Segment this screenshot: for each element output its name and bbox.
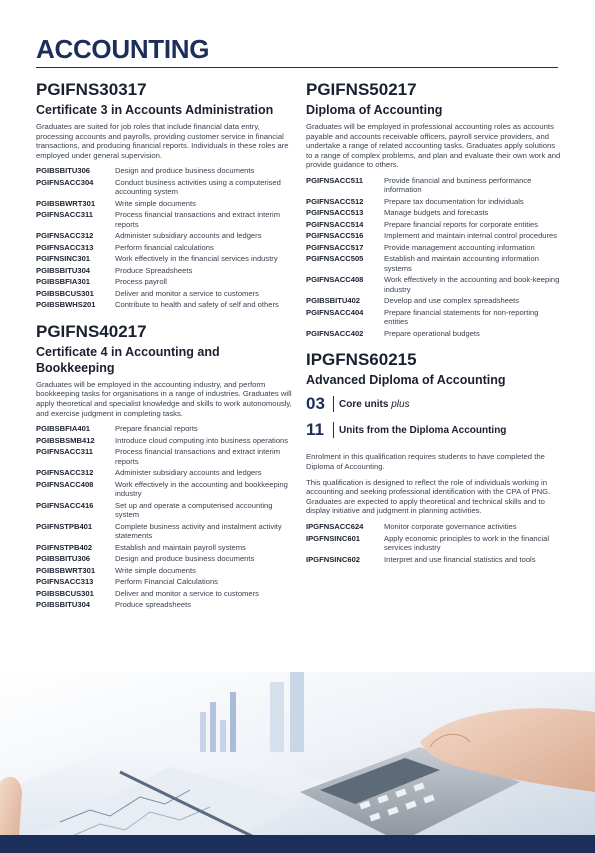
diploma-units-label: Units from the Diploma Accounting xyxy=(339,424,507,436)
unit-name: Perform financial calculations xyxy=(115,242,214,252)
unit-name: Establish and maintain payroll systems xyxy=(115,542,246,552)
unit-row xyxy=(306,208,562,220)
unit-code: PGIBSBCUS301 xyxy=(36,288,94,298)
unit-code: PGIFNSACC416 xyxy=(36,500,94,510)
units-table xyxy=(306,176,562,341)
page-title: ACCOUNTING xyxy=(36,34,210,64)
unit-name: Deliver and monitor a service to customers xyxy=(115,588,259,598)
course-code: PGIFNS40217 xyxy=(36,321,147,341)
unit-row xyxy=(306,534,562,555)
unit-name: Write simple documents xyxy=(115,565,196,575)
unit-name: Process financial transactions and extract interim reports xyxy=(115,447,281,466)
units-table xyxy=(36,424,294,612)
unit-code: PGIBSBFIA401 xyxy=(36,424,91,434)
unit-code: PGIFNSACC311 xyxy=(36,210,93,220)
unit-row xyxy=(306,220,562,232)
left-column xyxy=(36,80,294,612)
course-title: Certificate 4 in Accounting and Bookkeeping xyxy=(36,344,220,375)
unit-row xyxy=(36,231,294,243)
unit-code: PGIBSBWRT301 xyxy=(36,565,96,575)
unit-row xyxy=(36,199,294,211)
unit-row xyxy=(306,243,562,255)
unit-row xyxy=(306,296,562,308)
unit-code: PGIFNSACC511 xyxy=(306,175,363,185)
unit-row xyxy=(36,554,294,566)
unit-name: Process financial transactions and extract interim reports xyxy=(115,210,281,229)
unit-name: Prepare financial reports for corporate entities xyxy=(384,219,539,229)
unit-code: PGIFNSACC408 xyxy=(36,479,94,489)
unit-row xyxy=(306,308,562,329)
unit-code: PGIFNSACC313 xyxy=(36,242,94,252)
unit-code: PGIBSBITU402 xyxy=(306,296,361,306)
unit-name: Manage budgets and forecasts xyxy=(384,208,489,218)
unit-code: PGIBSBWRT301 xyxy=(36,198,96,208)
enrolment-requirement: Enrolment in this qualification requires students to have completed the Diploma of Accounting. xyxy=(306,452,545,472)
course-title: Certificate 3 in Accounts Administration xyxy=(36,103,274,117)
unit-row xyxy=(36,436,294,448)
unit-code: PGIBSBFIA301 xyxy=(36,277,91,287)
unit-name: Apply economic principles to work in the financial services industry xyxy=(384,533,550,553)
units-table xyxy=(306,522,562,566)
unit-code: PGIFNSACC404 xyxy=(306,307,364,317)
unit-code: PGIBSBSMB412 xyxy=(36,435,95,445)
unit-row xyxy=(306,231,562,243)
unit-code: PGIBSBWHS201 xyxy=(36,300,96,310)
unit-row xyxy=(36,166,294,178)
course-description: This qualification is designed to reflect the role of individuals working in accounting and seeking professional identification with the CPA of PNG. Graduates are expected to apply theoretical and technical skills and to display initiative and judgment in planning activities. xyxy=(306,477,551,516)
unit-row xyxy=(36,254,294,266)
core-units-label: Core units plus xyxy=(339,398,410,410)
unit-name: Perform Financial Calculations xyxy=(115,577,218,587)
course-code: IPGFNS60215 xyxy=(306,350,417,370)
unit-row xyxy=(306,555,562,567)
unit-code: PGIFNSACC516 xyxy=(306,231,364,241)
course-section-diploma xyxy=(306,80,562,340)
unit-row xyxy=(36,243,294,255)
unit-name: Complete business activity and instalment activity statements xyxy=(115,521,282,541)
unit-code: PGIFNSACC408 xyxy=(306,275,364,285)
unit-code: PGIFNSACC517 xyxy=(306,242,364,252)
unit-row xyxy=(36,522,294,543)
unit-row xyxy=(36,447,294,468)
divider xyxy=(333,396,334,412)
unit-row xyxy=(306,254,562,275)
diploma-units-count-row xyxy=(306,420,562,440)
unit-code: PGIBSBITU306 xyxy=(36,166,91,176)
unit-name: Process payroll xyxy=(115,277,167,287)
unit-name: Develop and use complex spreadsheets xyxy=(384,296,520,306)
unit-row xyxy=(36,468,294,480)
unit-name: Contribute to health and safety of self and others xyxy=(115,300,279,310)
unit-name: Produce Spreadsheets xyxy=(115,265,193,275)
unit-name: Prepare financial statements for non-reporting entities xyxy=(384,307,539,327)
unit-row xyxy=(306,197,562,209)
unit-row xyxy=(36,480,294,501)
unit-name: Provide financial and business performance information xyxy=(384,175,532,195)
divider xyxy=(333,422,334,438)
course-section-cert3 xyxy=(36,80,294,312)
unit-code: PGIFNSACC513 xyxy=(306,208,364,218)
unit-code: IPGFNSINC601 xyxy=(306,533,361,543)
unit-row xyxy=(36,543,294,555)
unit-row xyxy=(36,266,294,278)
course-section-advanced-diploma xyxy=(306,350,562,566)
unit-name: Implement and maintain internal control procedures xyxy=(384,231,558,241)
title-rule xyxy=(36,67,558,68)
unit-row xyxy=(306,176,562,197)
unit-code: PGIFNSACC313 xyxy=(36,577,94,587)
unit-code: PGIBSBITU306 xyxy=(36,554,91,564)
unit-row xyxy=(36,566,294,578)
page-number: 3 xyxy=(553,827,558,836)
unit-name: Work effectively in the accounting and book-keeping industry xyxy=(384,275,560,294)
unit-row xyxy=(306,275,562,296)
unit-row xyxy=(36,577,294,589)
unit-code: PGIFNSTPB401 xyxy=(36,521,93,531)
footer-bar xyxy=(0,835,595,853)
unit-code: PGIFNSACC312 xyxy=(36,468,94,478)
unit-code: IPGFNSACC624 xyxy=(306,522,364,532)
unit-name: Write simple documents xyxy=(115,198,196,208)
unit-name: Prepare operational budgets xyxy=(384,328,480,338)
unit-name: Set up and operate a computerised accounting system xyxy=(115,500,273,520)
unit-code: PGIFNSACC514 xyxy=(306,219,364,229)
unit-name: Prepare financial reports xyxy=(115,424,198,434)
course-description: Graduates will be employed in the accounting industry, and perform bookkeeping tasks for organisations in a range of industries. Graduates will apply theoretical and specialist knowledge and skills to work autonomously, and exercise judgment in completing tasks. xyxy=(36,379,292,418)
diploma-units-count: 11 xyxy=(306,420,324,440)
course-title: Diploma of Accounting xyxy=(306,103,443,117)
unit-name: Provide management accounting information xyxy=(384,242,535,252)
unit-name: Prepare tax documentation for individuals xyxy=(384,196,524,206)
course-code: PGIFNS30317 xyxy=(36,80,147,99)
unit-code: PGIFNSACC512 xyxy=(306,196,364,206)
unit-name: Work effectively in the accounting and bookkeeping industry xyxy=(115,479,288,499)
unit-code: PGIFNSACC505 xyxy=(306,254,364,264)
unit-name: Design and produce business documents xyxy=(115,554,255,564)
course-title: Advanced Diploma of Accounting xyxy=(306,373,506,388)
unit-code: PGIBSBCUS301 xyxy=(36,588,94,598)
course-description: Graduates are suited for job roles that include financial data entry, processing accounts and payrolls, providing customer service in financial transactions, and producing financial reports. Individuals in these roles are employed under general supervision. xyxy=(36,122,289,160)
unit-row xyxy=(306,329,562,341)
unit-row xyxy=(306,522,562,534)
unit-name: Produce spreadsheets xyxy=(115,600,191,610)
unit-code: IPGFNSINC602 xyxy=(306,554,361,564)
core-units-count: 03 xyxy=(306,394,325,414)
unit-row xyxy=(36,277,294,289)
unit-code: PGIFNSTPB402 xyxy=(36,542,93,552)
course-description: Graduates will be employed in professional accounting roles as accounts payable and accounts receivable officers, payroll service providers, and undertake a range of related accounting tasks. Graduates apply solutions to a range of complex problems, and plan and evaluate their own work and provide guidance to others. xyxy=(306,122,561,170)
unit-name: Design and produce business documents xyxy=(115,166,255,176)
core-units-count-row xyxy=(306,394,562,414)
unit-name: Interpret and use financial statistics and tools xyxy=(384,554,536,564)
calculator-photo xyxy=(0,672,595,853)
course-code: PGIFNS50217 xyxy=(306,80,417,99)
course-section-cert4 xyxy=(36,322,294,612)
calculator-photo-illustration xyxy=(0,672,595,853)
right-column xyxy=(306,80,562,566)
unit-row xyxy=(36,600,294,612)
unit-row xyxy=(36,424,294,436)
unit-row xyxy=(36,210,294,231)
unit-name: Deliver and monitor a service to customers xyxy=(115,288,259,298)
unit-code: PGIBSBITU304 xyxy=(36,265,91,275)
units-table xyxy=(36,166,294,312)
unit-code: PGIFNSACC311 xyxy=(36,447,93,457)
unit-name: Establish and maintain accounting information systems xyxy=(384,254,539,273)
unit-name: Introduce cloud computing into business operations xyxy=(115,435,289,445)
unit-name: Administer subsidiary accounts and ledgers xyxy=(115,468,262,478)
unit-row xyxy=(36,501,294,522)
unit-name: Administer subsidiary accounts and ledgers xyxy=(115,231,262,241)
unit-code: PGIFNSACC312 xyxy=(36,231,94,241)
unit-code: PGIFNSACC402 xyxy=(306,328,364,338)
unit-row xyxy=(36,589,294,601)
unit-row xyxy=(36,289,294,301)
unit-name: Conduct business activities using a computerised accounting system xyxy=(115,177,281,197)
unit-name: Monitor corporate governance activities xyxy=(384,522,517,532)
unit-name: Work effectively in the financial services industry xyxy=(115,254,278,264)
unit-code: PGIBSBITU304 xyxy=(36,600,91,610)
unit-code: PGIFNSACC304 xyxy=(36,177,94,187)
unit-row xyxy=(36,300,294,312)
unit-code: PGIFNSINC301 xyxy=(36,254,91,264)
unit-row xyxy=(36,178,294,199)
